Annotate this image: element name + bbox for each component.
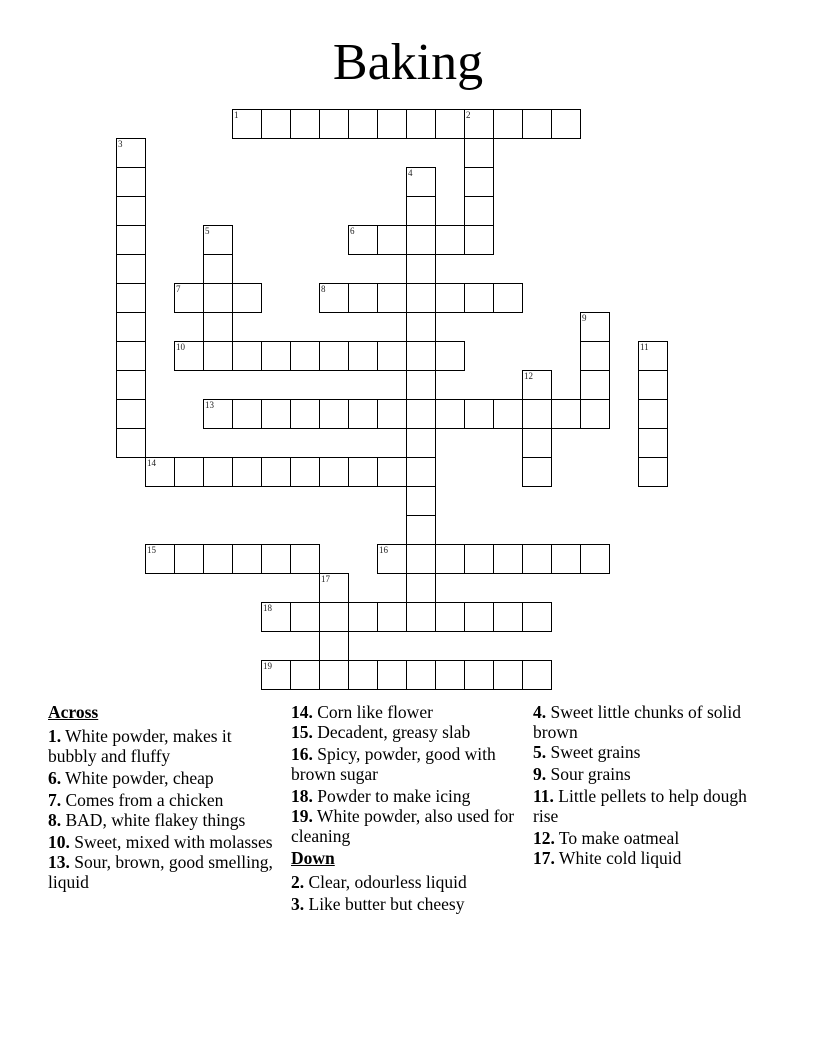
clue-text: Sour, brown, good smelling, liquid [48,852,273,892]
grid-cell[interactable] [406,225,436,255]
cell-number: 7 [176,284,181,294]
clue-number: 8. [48,810,62,830]
grid-cell[interactable] [638,428,668,458]
clue-text: Like butter but cheesy [304,894,465,914]
grid-cell[interactable] [638,399,668,429]
clue-number: 4. [533,702,547,722]
grid-cell[interactable] [406,573,436,603]
grid-cell[interactable] [377,399,407,429]
grid-cell[interactable] [348,225,378,255]
grid-cell[interactable] [493,399,523,429]
grid-cell[interactable] [406,370,436,400]
grid-cell[interactable] [406,341,436,371]
grid-cell[interactable] [406,254,436,284]
clue-text: Little pellets to help dough rise [533,786,747,826]
grid-cell[interactable] [174,341,204,371]
cell-number: 18 [263,603,272,613]
grid-cell[interactable] [348,341,378,371]
clue-number: 6. [48,768,62,788]
cell-number: 9 [582,313,587,323]
clue-text: Powder to make icing [312,786,471,806]
grid-cell[interactable] [116,167,146,197]
grid-cell[interactable] [319,602,349,632]
grid-cell[interactable] [464,544,494,574]
grid-cell[interactable] [348,109,378,139]
grid-cell[interactable] [464,283,494,313]
grid-cell[interactable] [319,283,349,313]
grid-cell[interactable] [551,544,581,574]
clue-across-19 [291,806,526,846]
grid-cell[interactable] [522,660,552,690]
grid-cell[interactable] [377,283,407,313]
clue-text: BAD, white flakey things [61,810,246,830]
clue-across-7 [48,790,278,810]
grid-cell[interactable] [203,399,233,429]
grid-cell[interactable] [435,341,465,371]
grid-cell[interactable] [232,457,262,487]
grid-cell[interactable] [522,370,552,400]
clue-number: 12. [533,828,555,848]
clue-number: 18. [291,786,313,806]
grid-cell[interactable] [116,370,146,400]
grid-cell[interactable] [290,602,320,632]
clue-across-6 [48,768,278,788]
grid-cell[interactable] [145,457,175,487]
grid-cell[interactable] [116,399,146,429]
clue-text: Sweet grains [546,742,641,762]
grid-cell[interactable] [435,399,465,429]
puzzle-title: Baking [332,34,484,91]
grid-cell[interactable] [406,660,436,690]
clue-text: White powder, also used for cleaning [291,806,515,846]
grid-cell[interactable] [203,283,233,313]
clue-number: 9. [533,764,547,784]
grid-cell[interactable] [116,283,146,313]
cell-number: 5 [205,226,210,236]
clue-text: Sweet little chunks of solid brown [533,702,742,742]
grid-cell[interactable] [522,399,552,429]
grid-cell[interactable] [580,341,610,371]
cell-number: 15 [147,545,156,555]
grid-cell[interactable] [435,225,465,255]
grid-cell[interactable] [348,660,378,690]
grid-cell[interactable] [377,660,407,690]
clue-number: 17. [533,848,555,868]
clue-number: 1. [48,726,62,746]
cell-number: 12 [524,371,533,381]
grid-cell[interactable] [261,457,291,487]
clue-number: 7. [48,790,62,810]
clue-text: Spicy, powder, good with brown sugar [291,744,496,784]
grid-cell[interactable] [522,428,552,458]
grid-cell[interactable] [116,225,146,255]
clue-text: To make oatmeal [554,828,680,848]
grid-cell[interactable] [580,399,610,429]
across-heading: Across [48,702,99,722]
grid-cell[interactable] [638,341,668,371]
clues-column-3 [533,702,773,870]
clue-text: Corn like flower [312,702,433,722]
grid-cell[interactable] [435,109,465,139]
cell-number: 19 [263,661,272,671]
grid-cell[interactable] [203,225,233,255]
grid-cell[interactable] [493,109,523,139]
grid-cell[interactable] [290,660,320,690]
clue-number: 2. [291,872,305,892]
grid-cell[interactable] [319,457,349,487]
clue-text: White powder, makes it bubbly and fluffy [48,726,232,766]
grid-cell[interactable] [464,138,494,168]
grid-cell[interactable] [203,254,233,284]
clue-number: 3. [291,894,305,914]
grid-cell[interactable] [377,225,407,255]
grid-cell[interactable] [261,544,291,574]
cell-number: 14 [147,458,156,468]
clue-down-3 [291,894,526,914]
clue-down-11 [533,786,773,826]
grid-cell[interactable] [203,457,233,487]
grid-cell[interactable] [406,196,436,226]
clue-number: 14. [291,702,313,722]
clue-text: Decadent, greasy slab [312,722,471,742]
grid-cell[interactable] [348,457,378,487]
clue-across-15 [291,722,526,742]
cell-number: 10 [176,342,185,352]
grid-cell[interactable] [145,544,175,574]
cell-number: 2 [466,110,471,120]
grid-cell[interactable] [116,428,146,458]
grid-cell[interactable] [232,399,262,429]
grid-cell[interactable] [290,109,320,139]
grid-cell[interactable] [406,283,436,313]
clues-column-1 [48,702,278,894]
grid-cell[interactable] [406,486,436,516]
grid-cell[interactable] [522,109,552,139]
clue-text: White cold liquid [554,848,682,868]
grid-cell[interactable] [493,544,523,574]
grid-cell[interactable] [348,602,378,632]
clue-across-18 [291,786,526,806]
grid-cell[interactable] [290,457,320,487]
grid-cell[interactable] [290,399,320,429]
clue-number: 13. [48,852,70,872]
grid-cell[interactable] [116,196,146,226]
grid-cell[interactable] [464,602,494,632]
grid-cell[interactable] [406,109,436,139]
grid-cell[interactable] [319,660,349,690]
grid-cell[interactable] [319,341,349,371]
grid-cell[interactable] [377,457,407,487]
grid-cell[interactable] [377,602,407,632]
grid-cell[interactable] [464,196,494,226]
grid-cell[interactable] [464,399,494,429]
grid-cell[interactable] [406,515,436,545]
grid-cell[interactable] [464,225,494,255]
clue-across-14 [291,702,526,722]
cell-number: 8 [321,284,326,294]
grid-cell[interactable] [261,660,291,690]
grid-cell[interactable] [406,602,436,632]
grid-cell[interactable] [232,283,262,313]
crossword-grid [117,110,668,690]
clue-down-9 [533,764,773,784]
grid-cell[interactable] [638,370,668,400]
clue-text: Clear, odourless liquid [304,872,467,892]
grid-cell[interactable] [261,341,291,371]
grid-cell[interactable] [174,544,204,574]
grid-cell[interactable] [116,254,146,284]
grid-cell[interactable] [522,544,552,574]
clue-down-5 [533,742,773,762]
clue-across-13 [48,852,278,892]
clue-number: 19. [291,806,313,826]
grid-cell[interactable] [348,283,378,313]
cell-number: 4 [408,168,413,178]
grid-cell[interactable] [319,399,349,429]
grid-cell[interactable] [406,312,436,342]
grid-cell[interactable] [116,312,146,342]
cell-number: 3 [118,139,123,149]
cell-number: 1 [234,110,239,120]
grid-cell[interactable] [580,370,610,400]
grid-cell[interactable] [493,660,523,690]
grid-cell[interactable] [377,341,407,371]
grid-cell[interactable] [203,312,233,342]
grid-cell[interactable] [406,544,436,574]
grid-cell[interactable] [435,544,465,574]
grid-cell[interactable] [377,109,407,139]
grid-cell[interactable] [551,109,581,139]
grid-cell[interactable] [464,109,494,139]
grid-cell[interactable] [435,602,465,632]
grid-cell[interactable] [319,573,349,603]
grid-cell[interactable] [319,631,349,661]
grid-cell[interactable] [348,399,378,429]
clue-number: 11. [533,786,554,806]
cell-number: 6 [350,226,355,236]
grid-cell[interactable] [406,399,436,429]
grid-cell[interactable] [464,167,494,197]
grid-cell[interactable] [435,283,465,313]
grid-cell[interactable] [261,399,291,429]
cell-number: 13 [205,400,214,410]
clue-across-8 [48,810,278,830]
grid-cell[interactable] [116,341,146,371]
grid-cell[interactable] [174,283,204,313]
clue-number: 5. [533,742,547,762]
grid-cell[interactable] [638,457,668,487]
clue-down-2 [291,872,526,892]
clue-number: 10. [48,832,70,852]
clue-number: 15. [291,722,313,742]
grid-cell[interactable] [174,457,204,487]
grid-cell[interactable] [522,457,552,487]
grid-cell[interactable] [232,109,262,139]
grid-cell[interactable] [116,138,146,168]
down-heading: Down [291,848,335,868]
clue-across-1 [48,726,278,766]
clue-text: White powder, cheap [61,768,214,788]
cell-number: 11 [640,342,649,352]
clue-number: 16. [291,744,313,764]
clue-text: Sour grains [546,764,631,784]
grid-cell[interactable] [290,544,320,574]
grid-cell[interactable] [580,544,610,574]
grid-cell[interactable] [406,428,436,458]
grid-cell[interactable] [319,109,349,139]
cell-number: 16 [379,545,388,555]
grid-cell[interactable] [261,602,291,632]
grid-cell[interactable] [493,283,523,313]
grid-cell[interactable] [377,544,407,574]
grid-cell[interactable] [464,660,494,690]
clue-across-16 [291,744,526,784]
grid-cell[interactable] [435,660,465,690]
clue-down-12 [533,828,773,848]
grid-cell[interactable] [203,341,233,371]
grid-cell[interactable] [406,167,436,197]
grid-cell[interactable] [580,312,610,342]
grid-cell[interactable] [406,457,436,487]
grid-cell[interactable] [203,544,233,574]
grid-cell[interactable] [261,109,291,139]
clue-down-4 [533,702,773,742]
clue-across-10 [48,832,278,852]
clue-text: Sweet, mixed with molasses [69,832,273,852]
grid-cell[interactable] [232,341,262,371]
grid-cell[interactable] [522,602,552,632]
clue-text: Comes from a chicken [61,790,224,810]
grid-cell[interactable] [290,341,320,371]
clue-down-17 [533,848,773,868]
grid-cell[interactable] [232,544,262,574]
cell-number: 17 [321,574,330,584]
grid-cell[interactable] [493,602,523,632]
grid-cell[interactable] [551,399,581,429]
clues-column-2 [291,702,526,916]
